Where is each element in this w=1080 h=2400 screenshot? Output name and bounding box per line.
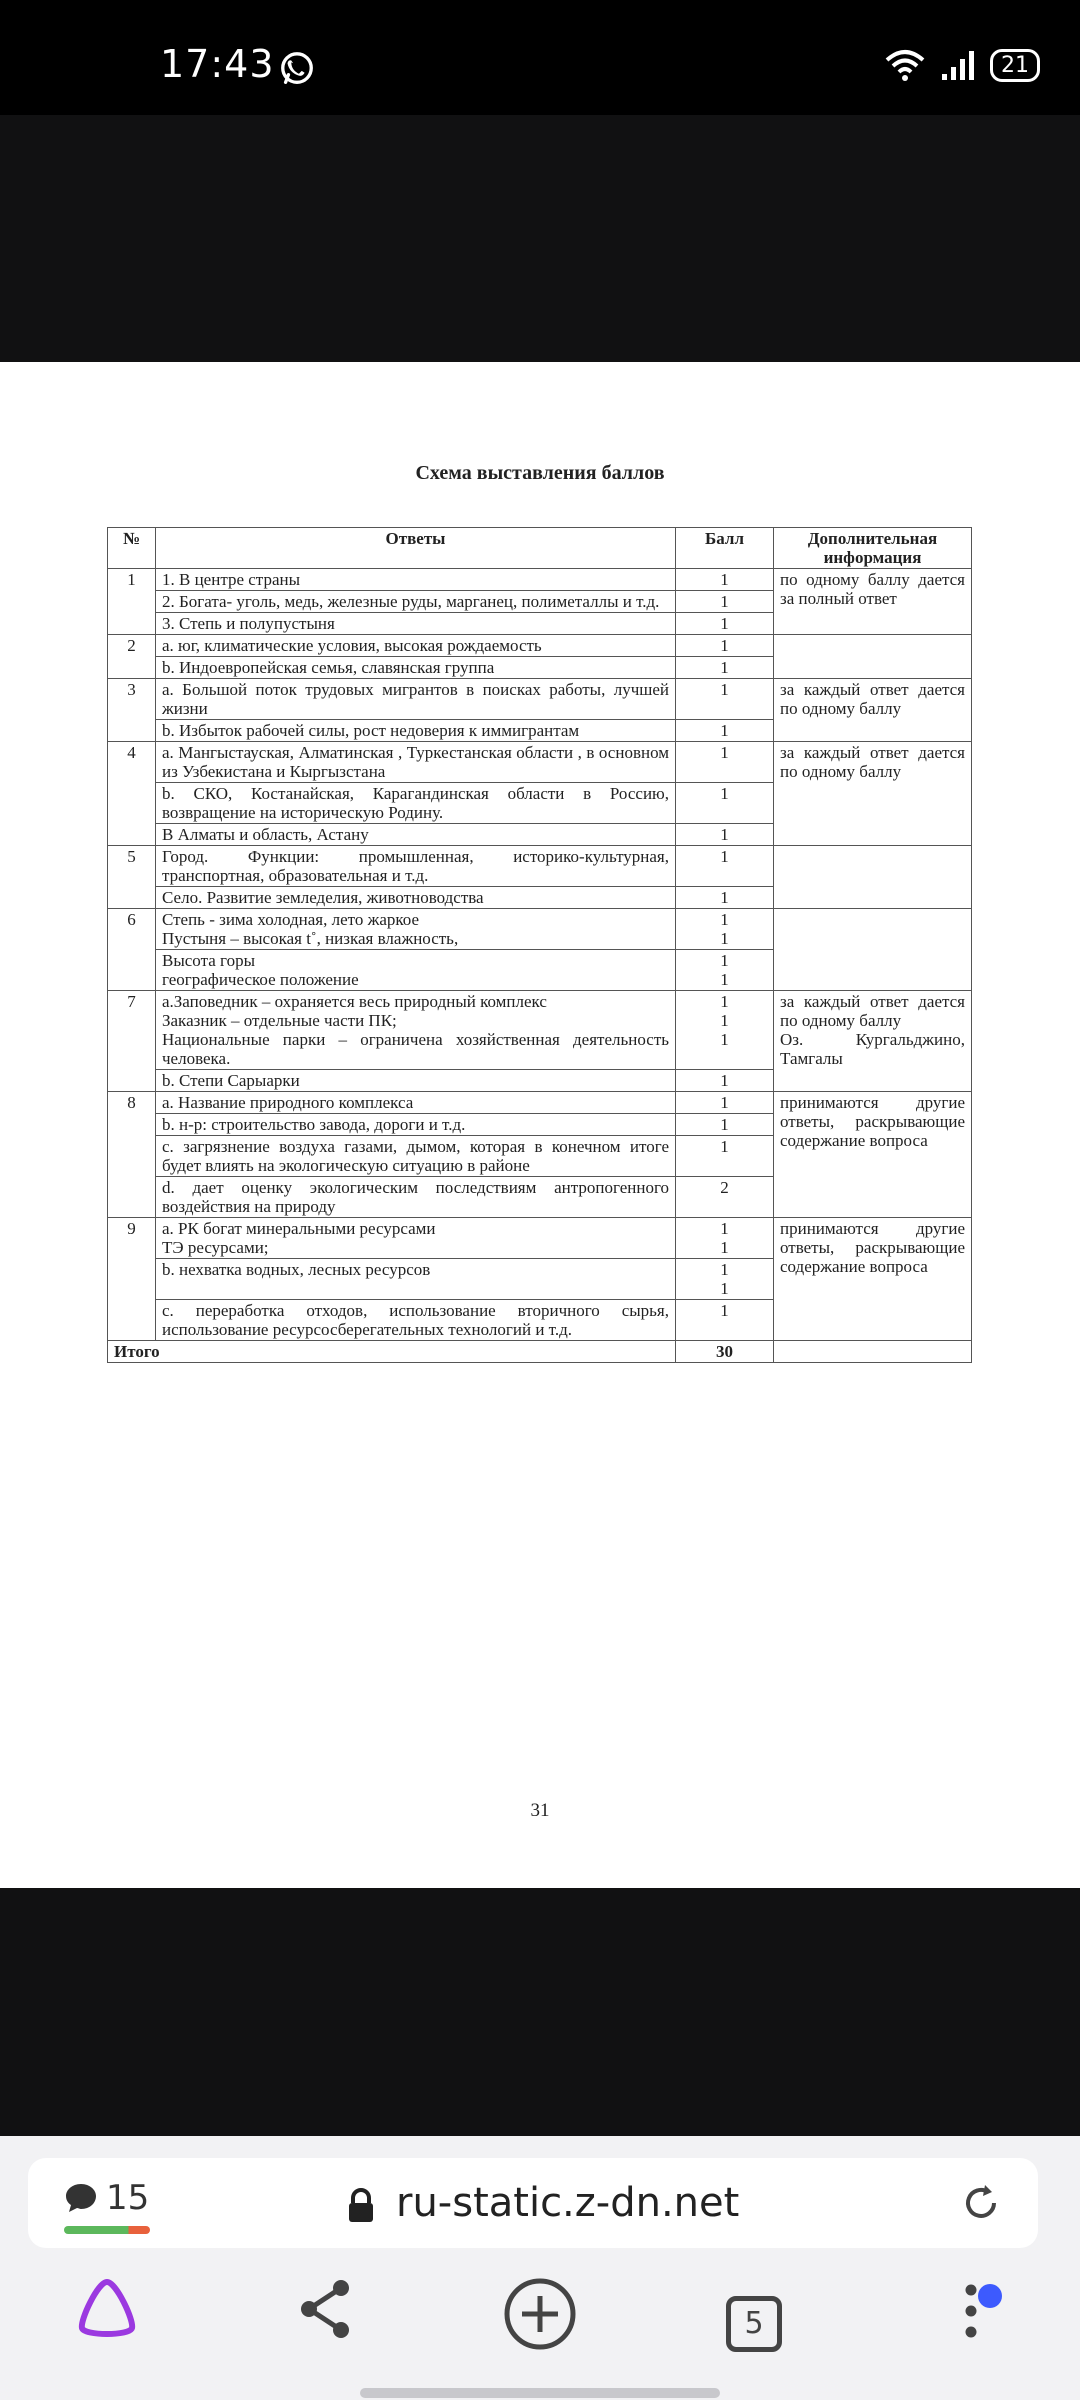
info-cell: принимаются другие ответы, раскрывающие содержание вопроса bbox=[774, 1092, 972, 1218]
comment-count: 15 bbox=[106, 2178, 150, 2218]
score-cell: 1 bbox=[676, 657, 774, 679]
question-number: 2 bbox=[108, 635, 156, 679]
score-cell: 1 1 bbox=[676, 909, 774, 950]
score-cell: 1 1 1 bbox=[676, 991, 774, 1070]
table-row bbox=[108, 1218, 972, 1259]
share-icon[interactable] bbox=[295, 2276, 355, 2342]
info-cell: принимаются другие ответы, раскрывающие содержание вопроса bbox=[774, 1218, 972, 1341]
score-cell: 2 bbox=[676, 1177, 774, 1218]
question-number: 7 bbox=[108, 991, 156, 1092]
score-cell: 1 bbox=[676, 824, 774, 846]
viewer-background-top bbox=[0, 115, 1080, 362]
rating-bar bbox=[64, 2226, 150, 2234]
reload-icon[interactable] bbox=[958, 2180, 1004, 2226]
score-cell: 1 bbox=[676, 783, 774, 824]
comment-icon bbox=[64, 2182, 98, 2214]
score-cell: 1 bbox=[676, 1092, 774, 1114]
question-number: 8 bbox=[108, 1092, 156, 1218]
score-cell: 1 bbox=[676, 569, 774, 591]
wifi-icon bbox=[884, 48, 926, 82]
home-indicator bbox=[360, 2388, 720, 2398]
answer-cell: Город. Функции: промышленная, историко-культурная, транспортная, образовательная и т.д. bbox=[156, 846, 676, 887]
address-bar[interactable] bbox=[28, 2158, 1038, 2248]
score-cell: 1 bbox=[676, 720, 774, 742]
table-row bbox=[108, 635, 972, 657]
table-row bbox=[108, 991, 972, 1070]
score-cell: 1 1 bbox=[676, 1259, 774, 1300]
table-body bbox=[108, 569, 972, 1341]
answer-cell: b. Индоевропейская семья, славянская группа bbox=[156, 657, 676, 679]
answer-cell: c. переработка отходов, использование вторичного сырья, использование ресурсосберегательных технологий и т.д. bbox=[156, 1300, 676, 1341]
info-cell bbox=[774, 635, 972, 679]
page-number: 31 bbox=[530, 1800, 550, 1821]
info-cell bbox=[774, 846, 972, 909]
table-row bbox=[108, 679, 972, 720]
info-cell: за каждый ответ дается по одному баллу bbox=[774, 679, 972, 742]
score-cell: 1 bbox=[676, 1136, 774, 1177]
score-cell: 1 bbox=[676, 1070, 774, 1092]
info-cell: за каждый ответ дается по одному баллу Оз. Кургальджино, Тамгалы bbox=[774, 991, 972, 1092]
viewer-background-bottom bbox=[0, 1888, 1080, 2136]
total-label: Итого bbox=[108, 1341, 676, 1363]
question-number: 4 bbox=[108, 742, 156, 846]
answer-cell: c. загрязнение воздуха газами, дымом, которая в конечном итоге будет влиять на экологическую ситуацию в районе bbox=[156, 1136, 676, 1177]
table-row bbox=[108, 569, 972, 591]
info-cell bbox=[774, 909, 972, 991]
answer-cell: a.Заповедник – охраняется весь природный комплекс Заказник – отдельные части ПК; Национальные парки – ограничена хозяйственная деятельность человека. bbox=[156, 991, 676, 1070]
question-number: 5 bbox=[108, 846, 156, 909]
header-answers: Ответы bbox=[156, 528, 676, 569]
header-info: Дополнительная информация bbox=[774, 528, 972, 569]
table-row bbox=[108, 909, 972, 950]
status-bar bbox=[0, 0, 1080, 115]
score-cell: 1 bbox=[676, 742, 774, 783]
info-cell: за каждый ответ дается по одному баллу bbox=[774, 742, 972, 846]
answer-cell: a. Мангыстауская, Алматинская , Туркестанская области , в основном из Узбекистана и Кыргызстана bbox=[156, 742, 676, 783]
answer-cell: Высота горы географическое положение bbox=[156, 950, 676, 991]
header-score: Балл bbox=[676, 528, 774, 569]
document-page[interactable] bbox=[0, 362, 1080, 1888]
browser-toolbar bbox=[0, 2136, 1080, 2400]
answer-cell: b. Избыток рабочей силы, рост недоверия к иммигрантам bbox=[156, 720, 676, 742]
answer-cell: 2. Богата- уголь, медь, железные руды, марганец, полиметаллы и т.д. bbox=[156, 591, 676, 613]
new-tab-icon[interactable] bbox=[502, 2276, 578, 2352]
answer-cell: a. юг, климатические условия, высокая рождаемость bbox=[156, 635, 676, 657]
score-cell: 1 bbox=[676, 887, 774, 909]
bottom-nav bbox=[0, 2276, 1080, 2366]
tabs-button[interactable]: 5 bbox=[726, 2296, 782, 2352]
document-title: Схема выставления баллов bbox=[415, 462, 665, 484]
battery-indicator: 21 bbox=[990, 49, 1040, 82]
info-cell: по одному баллу дается за полный ответ bbox=[774, 569, 972, 635]
alice-assistant-icon[interactable] bbox=[74, 2276, 140, 2342]
score-cell: 1 1 bbox=[676, 1218, 774, 1259]
comments-button[interactable] bbox=[64, 2178, 149, 2218]
signal-icon bbox=[940, 48, 976, 82]
answer-cell: b. н-р: строительство завода, дороги и т.д. bbox=[156, 1114, 676, 1136]
score-cell: 1 bbox=[676, 591, 774, 613]
answer-cell: a. Название природного комплекса bbox=[156, 1092, 676, 1114]
table-header-row bbox=[108, 528, 972, 569]
answer-cell: В Алматы и область, Астану bbox=[156, 824, 676, 846]
table-row bbox=[108, 846, 972, 887]
table-row bbox=[108, 1092, 972, 1114]
score-cell: 1 1 bbox=[676, 950, 774, 991]
question-number: 1 bbox=[108, 569, 156, 635]
answer-cell: a. РК богат минеральными ресурсами ТЭ ресурсами; bbox=[156, 1218, 676, 1259]
question-number: 6 bbox=[108, 909, 156, 991]
total-score: 30 bbox=[676, 1341, 774, 1363]
header-num: № bbox=[108, 528, 156, 569]
table-row bbox=[108, 742, 972, 783]
answer-cell: Село. Развитие земледелия, животноводства bbox=[156, 887, 676, 909]
whatsapp-icon bbox=[278, 50, 316, 88]
lock-icon bbox=[346, 2188, 376, 2224]
score-cell: 1 bbox=[676, 1114, 774, 1136]
answer-cell: 1. В центре страны bbox=[156, 569, 676, 591]
score-cell: 1 bbox=[676, 613, 774, 635]
answer-cell: d. дает оценку экологическим последствиям антропогенного воздействия на природу bbox=[156, 1177, 676, 1218]
answer-cell: a. Большой поток трудовых мигрантов в поисках работы, лучшей жизни bbox=[156, 679, 676, 720]
answer-cell: b. СКО, Костанайская, Карагандинская области в Россию, возвращение на историческую Родину. bbox=[156, 783, 676, 824]
scoring-table bbox=[107, 527, 972, 1363]
answer-cell: Степь - зима холодная, лето жаркое Пустыня – высокая t˚, низкая влажность, bbox=[156, 909, 676, 950]
score-cell: 1 bbox=[676, 635, 774, 657]
question-number: 9 bbox=[108, 1218, 156, 1341]
score-cell: 1 bbox=[676, 846, 774, 887]
score-cell: 1 bbox=[676, 1300, 774, 1341]
score-cell: 1 bbox=[676, 679, 774, 720]
notification-dot bbox=[978, 2284, 1002, 2308]
question-number: 3 bbox=[108, 679, 156, 742]
total-info bbox=[774, 1341, 972, 1363]
clock: 17:43 bbox=[160, 42, 275, 86]
total-row bbox=[108, 1341, 972, 1363]
answer-cell: b. нехватка водных, лесных ресурсов bbox=[156, 1259, 676, 1300]
answer-cell: 3. Степь и полупустыня bbox=[156, 613, 676, 635]
answer-cell: b. Степи Сарыарки bbox=[156, 1070, 676, 1092]
url-text[interactable]: ru-static.z-dn.net bbox=[396, 2180, 740, 2226]
